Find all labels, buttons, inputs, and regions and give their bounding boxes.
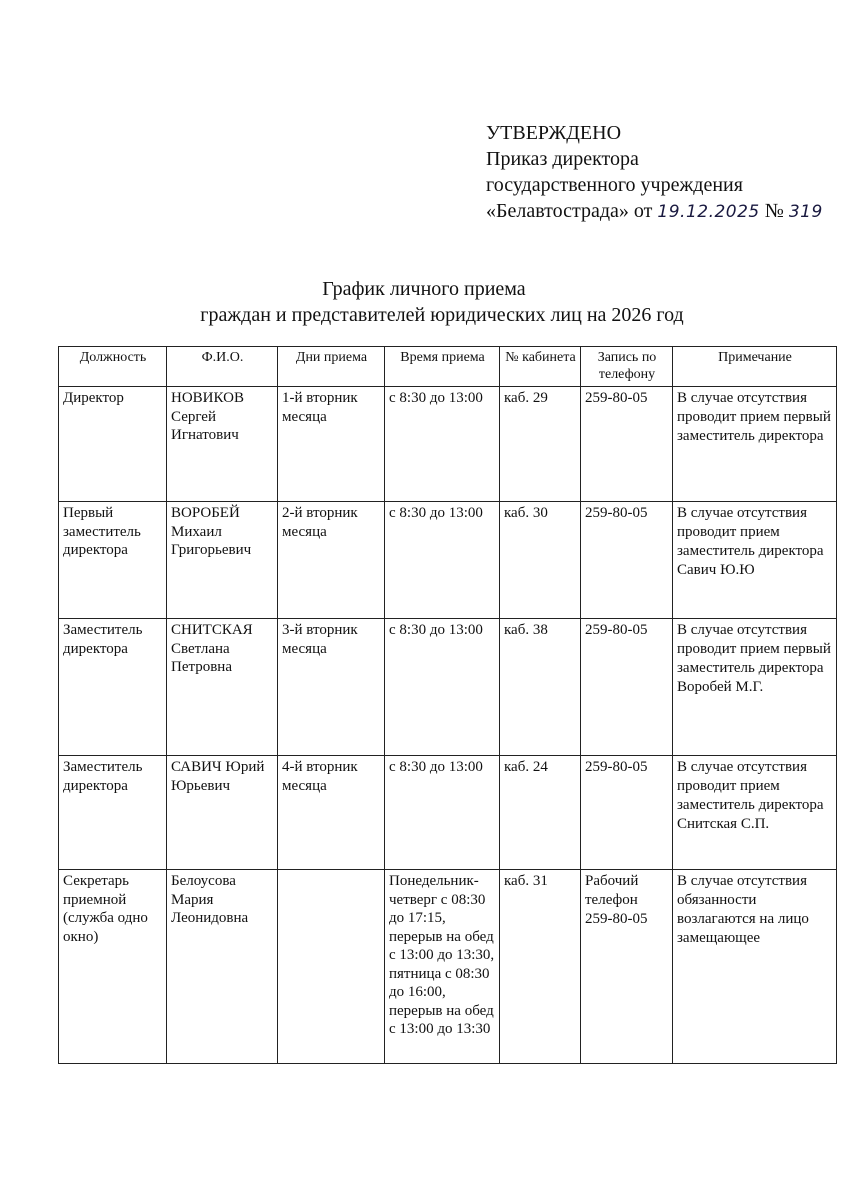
- cell-note: В случае отсутствия проводит прием первый заместитель директора Воробей М.Г.: [673, 619, 837, 756]
- cell-days: 4-й вторник месяца: [278, 756, 385, 870]
- handwritten-number: 319: [788, 202, 823, 222]
- header-phone: Запись по телефону: [581, 347, 673, 387]
- header-fio: Ф.И.О.: [167, 347, 278, 387]
- cell-position: Директор: [59, 387, 167, 502]
- cell-phone: 259-80-05: [581, 502, 673, 619]
- approval-line-3-prefix: «Белавтострада» от: [486, 200, 658, 222]
- cell-time: Понедельник-четверг с 08:30 до 17:15, перерыв на обед с 13:00 до 13:30, пятница с 08:30 до 16:00, перерыв на обед с 13:00 до 13:30: [385, 870, 500, 1064]
- cell-time: с 8:30 до 13:00: [385, 387, 500, 502]
- cell-phone: 259-80-05: [581, 756, 673, 870]
- table-row: [59, 756, 837, 870]
- cell-note: В случае отсутствия обязанности возлагаются на лицо замещающее: [673, 870, 837, 1064]
- header-position: Должность: [59, 347, 167, 387]
- header-room: № кабинета: [500, 347, 581, 387]
- cell-fio: НОВИКОВ Сергей Игнатович: [167, 387, 278, 502]
- cell-phone: Рабочий телефон 259-80-05: [581, 870, 673, 1064]
- cell-phone: 259-80-05: [581, 387, 673, 502]
- title-line-2: граждан и представителей юридических лиц на 2026 год: [200, 304, 684, 326]
- approval-line-1: Приказ директора: [486, 148, 639, 170]
- table-row: [59, 387, 837, 502]
- cell-fio: САВИЧ Юрий Юрьевич: [167, 756, 278, 870]
- cell-time: с 8:30 до 13:00: [385, 756, 500, 870]
- header-days: Дни приема: [278, 347, 385, 387]
- cell-room: каб. 29: [500, 387, 581, 502]
- reception-schedule-table: [58, 346, 837, 1064]
- cell-position: Заместитель директора: [59, 619, 167, 756]
- approval-block: [486, 120, 823, 225]
- cell-days: [278, 870, 385, 1064]
- table-row: [59, 502, 837, 619]
- cell-days: 1-й вторник месяца: [278, 387, 385, 502]
- approval-line-3: [486, 198, 823, 225]
- cell-room: каб. 24: [500, 756, 581, 870]
- cell-fio: Белоусова Мария Леонидовна: [167, 870, 278, 1064]
- approval-heading: УТВЕРЖДЕНО: [486, 122, 622, 144]
- cell-days: 2-й вторник месяца: [278, 502, 385, 619]
- cell-position: Заместитель директора: [59, 756, 167, 870]
- header-time: Время приема: [385, 347, 500, 387]
- header-note: Примечание: [673, 347, 837, 387]
- cell-days: 3-й вторник месяца: [278, 619, 385, 756]
- table-header-row: [59, 347, 837, 387]
- cell-room: каб. 30: [500, 502, 581, 619]
- cell-note: В случае отсутствия проводит прием заместитель директора Савич Ю.Ю: [673, 502, 837, 619]
- table-row: [59, 870, 837, 1064]
- title-line-1: График личного приема: [322, 278, 526, 300]
- document-title: [0, 276, 848, 328]
- approval-number-label: №: [759, 200, 789, 222]
- cell-time: с 8:30 до 13:00: [385, 502, 500, 619]
- cell-note: В случае отсутствия проводит прием заместитель директора Снитская С.П.: [673, 756, 837, 870]
- handwritten-date: 19.12.2025: [657, 202, 760, 222]
- cell-fio: ВОРОБЕЙ Михаил Григорьевич: [167, 502, 278, 619]
- cell-time: с 8:30 до 13:00: [385, 619, 500, 756]
- cell-fio: СНИТСКАЯ Светлана Петровна: [167, 619, 278, 756]
- cell-room: каб. 31: [500, 870, 581, 1064]
- cell-position: Первый заместитель директора: [59, 502, 167, 619]
- cell-position: Секретарь приемной (служба одно окно): [59, 870, 167, 1064]
- cell-phone: 259-80-05: [581, 619, 673, 756]
- approval-line-2: государственного учреждения: [486, 174, 743, 196]
- cell-room: каб. 38: [500, 619, 581, 756]
- table-row: [59, 619, 837, 756]
- cell-note: В случае отсутствия проводит прием первый заместитель директора: [673, 387, 837, 502]
